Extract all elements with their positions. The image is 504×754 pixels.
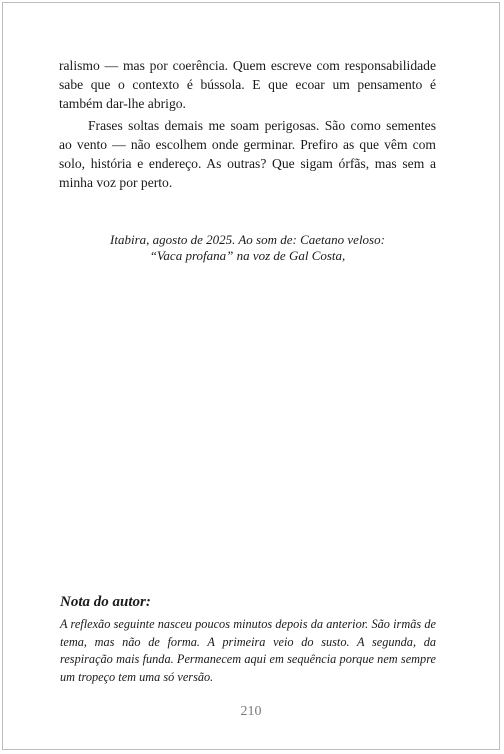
author-note-title: Nota do autor: [60, 594, 151, 610]
book-page [2, 2, 500, 750]
signature-line: Itabira, agosto de 2025. Ao som de: Caetano veloso: [110, 232, 385, 247]
body-paragraph: Frases soltas demais me soam perigosas. São como sementes ao vento — não escolhem onde germinar. Prefiro as que vêm com solo, história e endereço. As outras? Que sigam órfãs, mas sem a minha voz por perto. [59, 118, 436, 190]
body-paragraph: ralismo — mas por coerência. Quem escreve com responsabilidade sabe que o contexto é bússola. E que ecoar um pensamento é também dar-lhe abrigo. [59, 58, 436, 111]
page-number: 210 [240, 704, 262, 719]
author-note-text: A reflexão seguinte nasceu poucos minutos depois da anterior. São irmãs de tema, mas não de forma. A primeira veio do susto. A segunda, da respiração mais funda. Permanecem aqui em sequência porque nem sempre um tropeço tem uma só versão. [60, 617, 436, 684]
signature-line: “Vaca profana” na voz de Gal Costa, [149, 248, 346, 263]
signature-block [59, 232, 436, 264]
